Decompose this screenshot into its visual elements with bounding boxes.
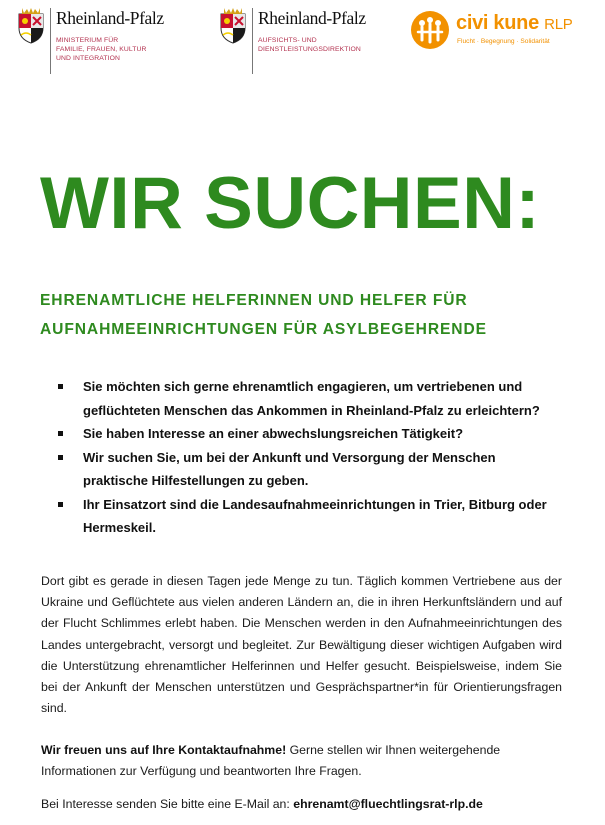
header-logos: [0, 6, 605, 76]
civi-kune-logo: [410, 10, 600, 60]
contact-bold: Wir freuen uns auf Ihre Kontaktaufnahme!: [41, 743, 287, 757]
list-item: Wir suchen Sie, um bei der Ankunft und Versorgung der Menschen praktische Hilfestellungen zu geben.: [58, 446, 558, 493]
list-item: Sie haben Interesse an einer abwechslungsreichen Tätigkeit?: [58, 422, 558, 446]
bullet-marker-icon: [58, 502, 63, 507]
email-prefix: Bei Interesse senden Sie bitte eine E-Mail an:: [41, 797, 294, 811]
headline: WIR SUCHEN:: [40, 163, 541, 244]
body-paragraph: Dort gibt es gerade in diesen Tagen jede Menge zu tun. Täglich kommen Vertriebene aus der Ukraine und Geflüchtete aus vielen anderen Ländern an, die in ihren Herkunftsländern und auf der Flucht Schlimmes erlebt haben. Die Menschen werden in den Aufnahmeeinrichtungen des Landes untergebracht, versorgt und begleitet. Zur Bewältigung dieser wichtigen Aufgaben wird die Unterstützung ehrenamtlicher Helferinnen und Helfer gesucht. Beispielsweise, indem Sie bei der Ankunft der Menschen unterstützen und Gesprächspartner*in für Orientierungsfragen sind.: [41, 574, 562, 716]
civi-kune-tagline: Flucht · Begegnung · Solidarität: [457, 38, 550, 45]
rlp-crest-icon: [16, 8, 46, 44]
contact-paragraph: [41, 740, 562, 782]
authority-name: AUFSICHTS- UND DIENSTLEISTUNGSDIREKTION: [258, 37, 361, 54]
rlp-ministry-logo: [16, 6, 196, 76]
subheadline: EHRENAMTLICHE HELFERINNEN UND HELFER FÜR AUFNAHMEEINRICHTUNGEN FÜR ASYLBEGEHRENDE: [40, 292, 487, 338]
add-logo: [218, 6, 398, 76]
list-item: Sie möchten sich gerne ehrenamtlich engagieren, um vertriebenen und geflüchteten Menschen das Ankommen in Rheinland-Pfalz zu erleichtern?: [58, 375, 558, 422]
ministry-name: MINISTERIUM FÜR FAMILIE, FRAUEN, KULTUR UND INTEGRATION: [56, 37, 147, 63]
contact-text: Gerne stellen wir Ihnen weitergehende Informationen zur Verfügung und beantworten Ihre Fragen.: [41, 743, 501, 779]
bullet-marker-icon: [58, 384, 63, 389]
civi-kune-name: civi kune RLP: [456, 12, 573, 34]
bullet-marker-icon: [58, 455, 63, 460]
logo-divider: [252, 8, 253, 74]
rlp-name: Rheinland-Pfalz: [56, 8, 164, 28]
bullet-list: [58, 375, 558, 540]
rlp-crest-icon: [218, 8, 248, 44]
logo-divider: [50, 8, 51, 74]
civi-kune-emblem-icon: [410, 10, 450, 50]
email-paragraph: [41, 794, 581, 815]
email-link[interactable]: ehrenamt@fluechtlingsrat-rlp.de: [293, 797, 483, 811]
list-item: Ihr Einsatzort sind die Landesaufnahmeeinrichtungen in Trier, Bitburg oder Hermeskeil.: [58, 493, 558, 540]
bullet-marker-icon: [58, 431, 63, 436]
rlp-name: Rheinland-Pfalz: [258, 8, 366, 28]
